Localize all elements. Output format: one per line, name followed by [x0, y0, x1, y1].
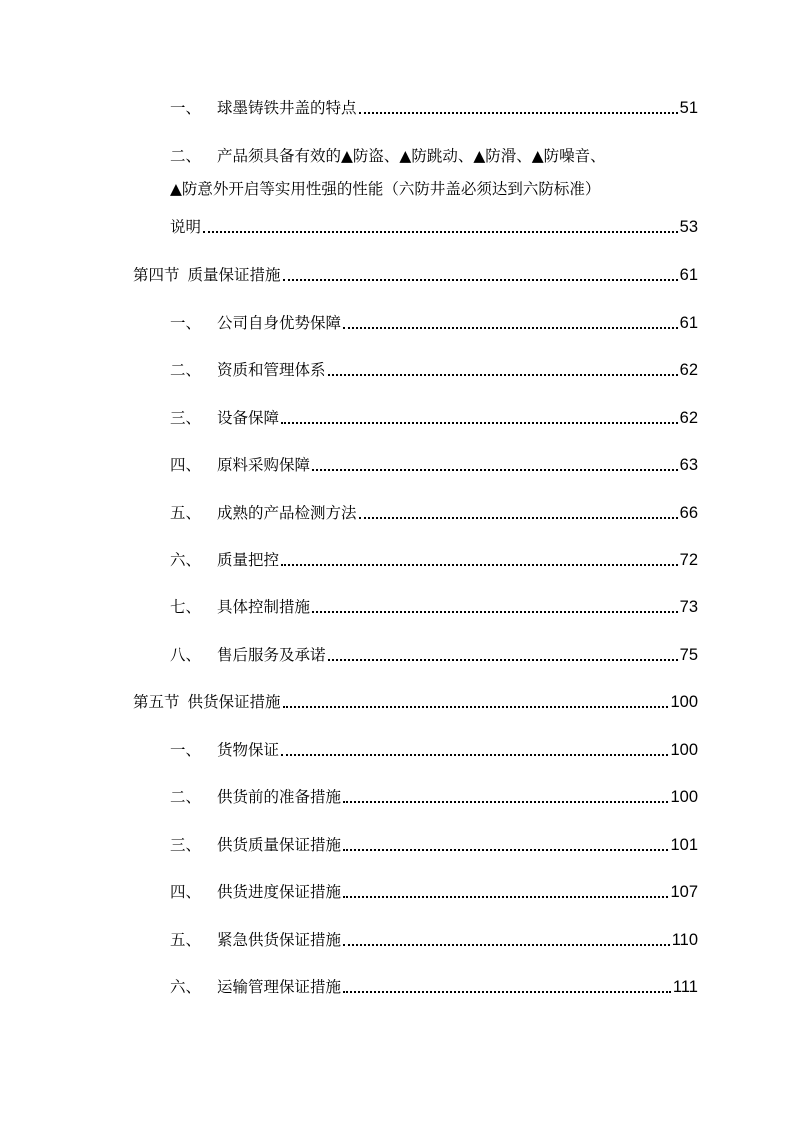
- toc-title-continuation: 说明: [170, 218, 202, 236]
- toc-entry[interactable]: [0, 358, 793, 382]
- toc-number: 二、: [170, 788, 202, 806]
- toc-page-number: 51: [679, 99, 698, 117]
- toc-title: 原料采购保障: [217, 456, 311, 474]
- dot-leader: [328, 659, 678, 661]
- toc-entry[interactable]: [0, 453, 793, 477]
- toc-number: 第四节: [133, 266, 180, 284]
- toc-page-number: 61: [679, 266, 698, 284]
- dot-leader: [283, 706, 669, 708]
- toc-number: 一、: [170, 741, 202, 759]
- dot-leader: [343, 896, 668, 898]
- toc-entry[interactable]: [0, 785, 793, 809]
- toc-number: 六、: [170, 551, 202, 569]
- toc-title: 售后服务及承诺: [217, 646, 326, 664]
- toc-number: 五、: [170, 504, 202, 522]
- toc-number: 第五节: [133, 693, 180, 711]
- toc-entry[interactable]: [0, 548, 793, 572]
- toc-entry[interactable]: [0, 406, 793, 430]
- dot-leader: [343, 944, 670, 946]
- toc-title: 紧急供货保证措施: [217, 931, 342, 949]
- toc-entry[interactable]: [0, 595, 793, 619]
- toc-number: 二、: [170, 147, 202, 165]
- toc-entry[interactable]: [0, 880, 793, 904]
- toc-page-number: 62: [679, 409, 698, 427]
- toc-title: 质量把控: [217, 551, 280, 569]
- toc-number: 三、: [170, 409, 202, 427]
- dot-leader: [343, 849, 668, 851]
- toc-title: 资质和管理体系: [217, 361, 326, 379]
- toc-number: 二、: [170, 361, 202, 379]
- dot-leader: [359, 112, 678, 114]
- dot-leader: [283, 279, 678, 281]
- dot-leader: [312, 611, 678, 613]
- toc-page-number: 53: [679, 218, 698, 236]
- dot-leader: [343, 327, 678, 329]
- toc-entry[interactable]: [0, 975, 793, 999]
- toc-entry[interactable]: [0, 263, 793, 287]
- toc-title: 球墨铸铁井盖的特点: [217, 99, 357, 117]
- toc-page-number: 73: [679, 598, 698, 616]
- toc-entry[interactable]: [0, 144, 793, 168]
- dot-leader: [328, 374, 678, 376]
- toc-entry[interactable]: [0, 643, 793, 667]
- toc-entry[interactable]: [0, 501, 793, 525]
- dot-leader: [281, 754, 668, 756]
- toc-entry[interactable]: [0, 96, 793, 120]
- toc-page-number: 107: [670, 883, 698, 901]
- toc-title: 成熟的产品检测方法: [217, 504, 357, 522]
- toc-title: 具体控制措施: [217, 598, 311, 616]
- toc-entry-continuation: [0, 177, 793, 201]
- dot-leader: [343, 991, 671, 993]
- toc-number: 八、: [170, 646, 202, 664]
- toc-number: 一、: [170, 99, 202, 117]
- toc-page-number: 62: [679, 361, 698, 379]
- toc-number: 六、: [170, 978, 202, 996]
- toc-page-number: 111: [672, 978, 698, 996]
- toc-title: 供货前的准备措施: [217, 788, 342, 806]
- toc-entry[interactable]: [0, 833, 793, 857]
- toc-number: 四、: [170, 883, 202, 901]
- toc-page-number: 61: [679, 314, 698, 332]
- toc-title: 货物保证: [217, 741, 280, 759]
- toc-page-number: 110: [671, 931, 698, 949]
- dot-leader: [281, 422, 678, 424]
- toc-page-number: 100: [670, 788, 698, 806]
- toc-page-number: 72: [679, 551, 698, 569]
- toc-page-number: 100: [670, 741, 698, 759]
- toc-entry[interactable]: [0, 690, 793, 714]
- toc-entry[interactable]: [0, 311, 793, 335]
- dot-leader: [203, 231, 678, 233]
- toc-title: 供货保证措施: [187, 693, 281, 711]
- dot-leader: [281, 564, 678, 566]
- dot-leader: [312, 469, 678, 471]
- toc-title: 运输管理保证措施: [217, 978, 342, 996]
- toc-title: 供货进度保证措施: [217, 883, 342, 901]
- dot-leader: [343, 801, 668, 803]
- toc-page-number: 75: [679, 646, 698, 664]
- toc-page-number: 66: [679, 504, 698, 522]
- toc-title-continuation: ▲防意外开启等实用性强的性能（六防井盖必须达到六防标准）: [170, 180, 601, 198]
- toc-page-number: 100: [670, 693, 698, 711]
- toc-number: 五、: [170, 931, 202, 949]
- toc-page-number: 101: [670, 836, 698, 854]
- toc-number: 七、: [170, 598, 202, 616]
- toc-page-number: 63: [679, 456, 698, 474]
- toc-title: 设备保障: [217, 409, 280, 427]
- toc-entry[interactable]: [0, 738, 793, 762]
- toc-title: 质量保证措施: [187, 266, 281, 284]
- toc-entry-continuation[interactable]: [0, 215, 793, 239]
- toc-number: 三、: [170, 836, 202, 854]
- toc-title: 公司自身优势保障: [217, 314, 342, 332]
- toc-entry[interactable]: [0, 928, 793, 952]
- toc-title: 供货质量保证措施: [217, 836, 342, 854]
- toc-number: 四、: [170, 456, 202, 474]
- toc-number: 一、: [170, 314, 202, 332]
- toc-title: 产品须具备有效的▲防盗、▲防跳动、▲防滑、▲防噪音、: [217, 147, 606, 165]
- dot-leader: [359, 517, 678, 519]
